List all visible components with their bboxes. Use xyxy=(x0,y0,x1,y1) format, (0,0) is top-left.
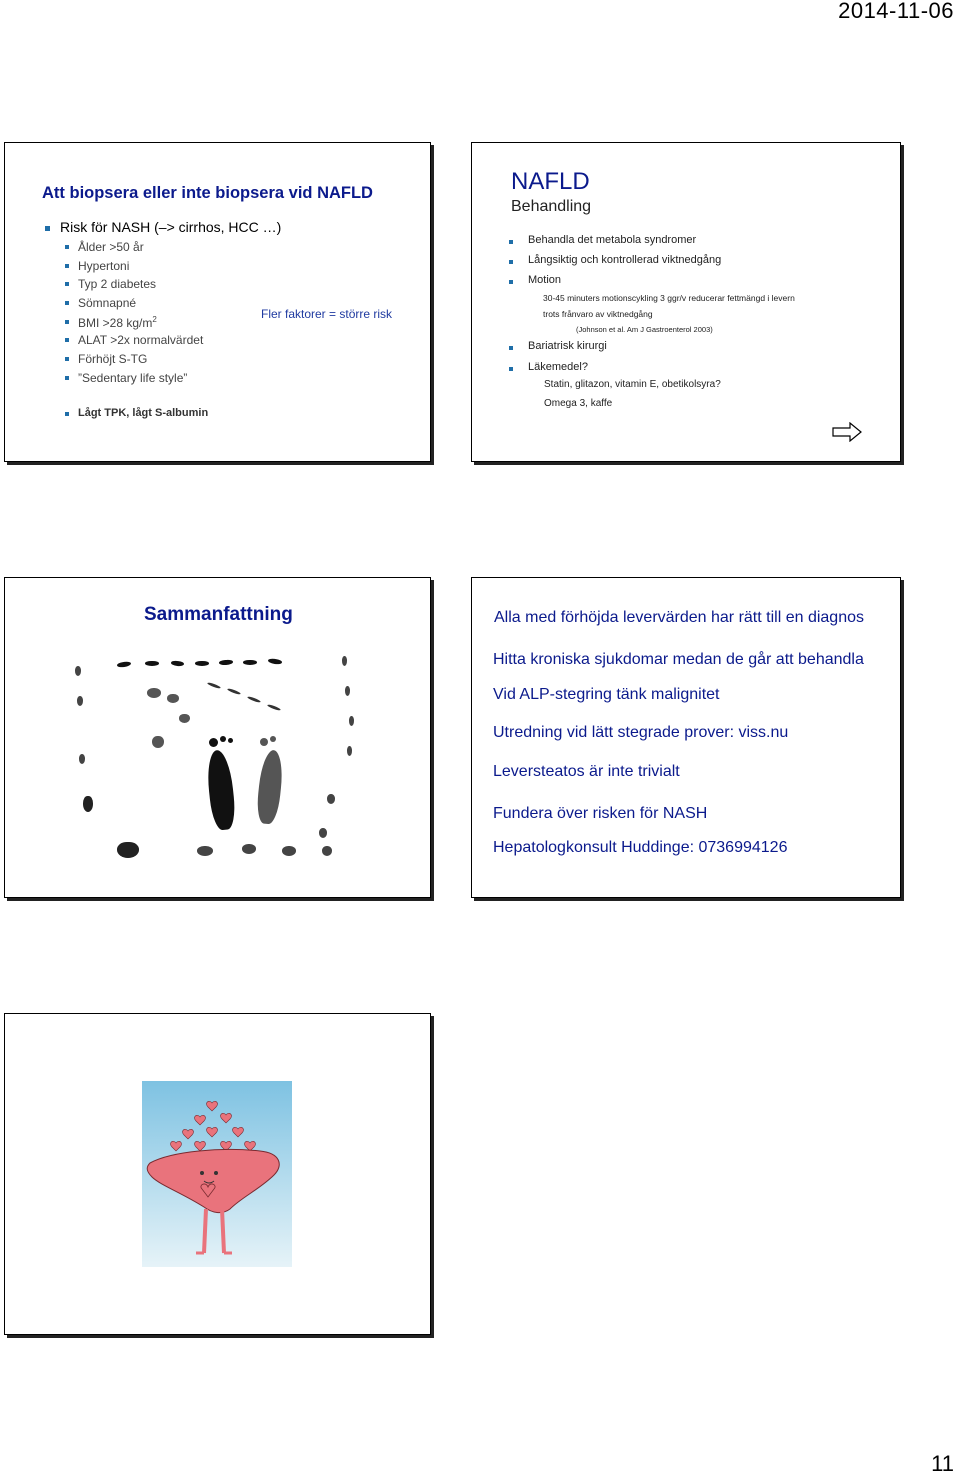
bullet-text: Läkemedel? xyxy=(528,361,588,373)
sub-bullet: Ålder >50 år xyxy=(78,240,144,254)
bullet-text: Motion xyxy=(528,274,562,286)
summary-line: Utredning vid lätt stegrade prover: viss.nu xyxy=(493,724,789,741)
slide-title: Att biopsera eller inte biopsera vid NAFLD xyxy=(42,184,373,202)
detail-text: Statin, glitazon, vitamin E, obetikolsyra? xyxy=(544,379,721,390)
bullet-text: Bariatrisk kirurgi xyxy=(528,340,607,352)
last-bullet: Lågt TPK, lågt S-albumin xyxy=(78,407,209,419)
bullet-icon xyxy=(65,245,69,249)
footprints-illustration xyxy=(67,646,387,876)
bullet-icon xyxy=(65,264,69,268)
detail-text: 30-45 minuters motionscykling 3 ggr/v reducerar fettmängd i levern xyxy=(543,293,795,303)
page-date: 2014-11-06 xyxy=(838,0,954,23)
summary-line: Fundera över risken för NASH xyxy=(493,805,708,822)
bullet-text: Långsiktig och kontrollerad viktnedgång xyxy=(528,254,722,266)
summary-line: Vid ALP-stegring tänk malignitet xyxy=(493,686,720,703)
bmi-superscript: 2 xyxy=(152,315,157,324)
slide-title: NAFLD xyxy=(511,168,590,195)
sub-bullet: Hypertoni xyxy=(78,259,130,273)
slide-treatment xyxy=(471,142,901,462)
summary-line: Alla med förhöjda levervärden har rätt till en diagnos xyxy=(494,609,864,626)
bullet-icon xyxy=(65,320,69,324)
bullet-icon xyxy=(65,338,69,342)
bullet-icon xyxy=(45,226,50,231)
side-note: Fler faktorer = större risk xyxy=(261,307,393,321)
summary-line: Hepatologkonsult Huddinge: 0736994126 xyxy=(493,839,788,856)
bullet-icon xyxy=(509,280,513,284)
sub-bullet: ”Sedentary life style” xyxy=(78,371,188,385)
slide-subtitle: Behandling xyxy=(511,198,592,215)
bullet-icon xyxy=(65,357,69,361)
bullet-icon xyxy=(65,376,69,380)
detail-text: Omega 3, kaffe xyxy=(544,398,613,409)
bmi-text: BMI >28 kg/m xyxy=(78,316,153,330)
slide-liver-image xyxy=(4,1013,431,1335)
detail-text: trots frånvaro av viktnedgång xyxy=(543,309,653,319)
sub-bullet: ALAT >2x normalvärdet xyxy=(78,333,204,347)
slide-biopsy xyxy=(4,142,431,462)
bullet-icon xyxy=(65,282,69,286)
slide-summary xyxy=(4,577,431,898)
bullet-icon xyxy=(65,301,69,305)
page-number: 11 xyxy=(931,1451,954,1476)
bullet-icon xyxy=(509,240,513,244)
slide-title: Sammanfattning xyxy=(144,604,293,625)
summary-line: Hitta kroniska sjukdomar medan de går att behandla xyxy=(493,651,864,668)
arrow-right-outline-icon xyxy=(832,422,862,442)
summary-line: Leversteatos är inte trivialt xyxy=(493,763,680,780)
bullet-icon xyxy=(65,412,69,416)
main-bullet: Risk för NASH (–> cirrhos, HCC …) xyxy=(60,219,282,235)
reference-text: (Johnson et al. Am J Gastroenterol 2003) xyxy=(576,325,713,334)
bullet-icon xyxy=(509,346,513,350)
sub-bullet: Sömnapné xyxy=(78,296,137,310)
sub-bullet-bmi xyxy=(78,315,157,330)
bullet-text: Behandla det metabola syndromer xyxy=(528,234,697,246)
liver-with-hearts-illustration xyxy=(142,1081,292,1267)
slide-conclusions xyxy=(471,577,901,898)
sub-bullet: Förhöjt S-TG xyxy=(78,352,148,366)
sub-bullet: Typ 2 diabetes xyxy=(78,277,157,291)
bullet-icon xyxy=(509,367,513,371)
bullet-icon xyxy=(509,260,513,264)
